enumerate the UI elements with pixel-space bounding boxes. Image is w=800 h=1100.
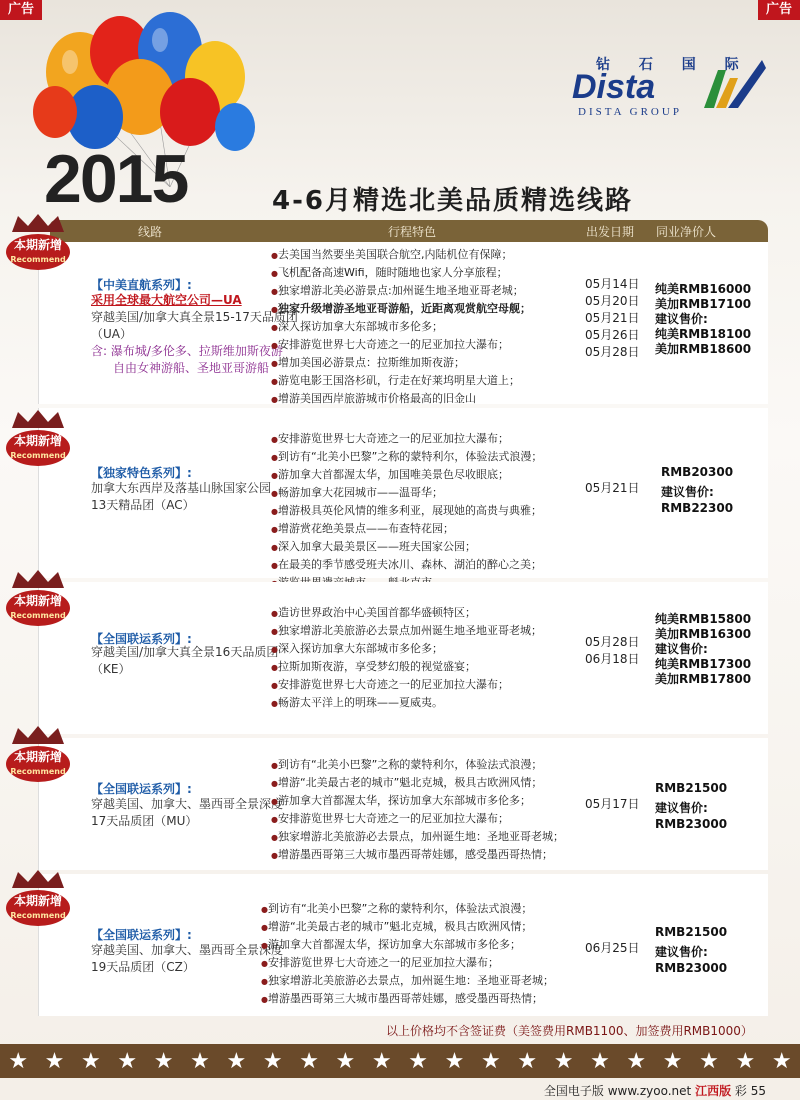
feature-item: ● 在最美的季节感受班夫冰川、森林、湖泊的醉心之美； [271,556,542,574]
footer-site: 全国电子版 www.zyoo.net [543,1084,692,1098]
star-icon: ★ [226,1048,247,1074]
route-description: 穿越美国、加拿大、墨西哥全景深度 17天品质团（MU） [91,797,284,828]
star-icon: ★ [480,1048,501,1074]
feature-item: ● 游览电影王国洛杉矶，行走在好莱坞明星大道上； [271,372,531,390]
series-label: 【全国联运系列】: [91,632,192,646]
feature-list [271,246,531,426]
feature-item: ● 拉斯加斯夜游，享受梦幻般的视觉盛宴； [271,658,542,676]
star-icon: ★ [771,1048,792,1074]
logo-arrow-icon [704,60,770,110]
price-block: RMB21500 建议售价: RMB23000 [655,781,728,831]
price-block: RMB20300 建议售价: RMB22300 [661,465,734,515]
route-description: 采用全球最大航空公司—UA 穿越美国/加拿大真全景15-17天品质团 （UA） 含: 瀑布城/多伦多、拉斯维加斯夜游 自由女神游船、圣地亚哥游船 [91,293,298,375]
logo-subtitle: DISTA GROUP [578,106,682,118]
new-recommend-badge [4,212,72,276]
feature-item: ● 到访有“北美小巴黎”之称的蒙特利尔，体验法式浪漫； [271,756,564,774]
feature-item: ● 游加拿大首都渥太华，加国唯美景色尽收眼底； [271,466,542,484]
series-label: 【全国联运系列】: [91,782,192,796]
col-route: 线路 [138,225,163,239]
star-icon: ★ [335,1048,356,1074]
feature-list [271,756,564,864]
feature-item: ● 安排游览世界七大奇迹之一的尼亚加拉大瀑布； [271,430,542,448]
svg-text:Recommend: Recommend [10,611,66,620]
departure-dates: 05月14日 05月20日 05月21日 05月26日 05月28日 [585,277,640,359]
col-price: 同业净价人 [656,225,717,239]
logo-chinese: 钻 石 国 际 [596,57,751,73]
feature-item: ● 畅游太平洋上的明珠——夏威夷。 [271,694,542,712]
svg-text:Recommend: Recommend [10,767,66,776]
feature-item: ● 游加拿大首都渥太华，探访加拿大东部城市多伦多； [261,936,554,954]
price-block: 纯美RMB15800 美加RMB16300 建议售价: 纯美RMB17300 美加RMB17800 [655,612,752,686]
feature-item: ● 安排游览世界七大奇迹之一的尼亚加拉大瀑布； [271,810,564,828]
new-recommend-badge [4,408,72,472]
feature-item: ● 增游美国西岸旅游城市价格最高的旧金山 [271,390,531,408]
feature-list [261,900,554,1008]
feature-item: ● 深入探访加拿大东部城市多伦多； [271,640,542,658]
col-date: 出发日期 [586,225,635,239]
departure-dates: 05月21日 [585,481,640,495]
feature-item: ● 增游墨西哥第三大城市墨西哥蒂娃娜，感受墨西哥热情； [261,990,554,1008]
departure-dates: 05月28日 06月18日 [585,635,640,666]
feature-item: ● 深入探访加拿大东部城市多伦多； [271,318,531,336]
visa-fee-note: 以上价格均不含签证费（美签费用RMB1100、加签费用RMB1000） [386,1024,753,1038]
feature-item: ● 独家增游北美旅游必去景点，加州诞生地：圣地亚哥老城； [261,972,554,990]
price-block: RMB21500 建议售价: RMB23000 [655,925,728,975]
series-label: 【全国联运系列】: [91,928,192,942]
star-icon: ★ [262,1048,283,1074]
feature-item: ● 深入加拿大最美景区——班夫国家公园； [271,538,542,556]
star-icon: ★ [371,1048,392,1074]
departure-dates: 06月25日 [585,941,640,955]
table-header [50,220,768,242]
feature-item: ● 安排游览世界七大奇迹之一的尼亚加拉大瀑布； [261,954,554,972]
feature-item: ● 安排游览世界七大奇迹之一的尼亚加拉大瀑布； [271,336,531,354]
route-section-mu [38,738,768,870]
svg-text:本期新增: 本期新增 [13,594,63,608]
feature-item: ● 独家增游北美旅游必去景点，加州诞生地：圣地亚哥老城； [271,828,564,846]
footer-edition: 江西版 [695,1084,732,1098]
feature-item: ● 增游墨西哥第三大城市墨西哥蒂娃娜，感受墨西哥热情； [271,846,564,864]
feature-item: ● 独家增游北美旅游必去景点加州诞生地圣地亚哥老城； [271,622,542,640]
feature-list [271,604,542,712]
star-icon: ★ [590,1048,610,1074]
star-icon: ★ [8,1048,29,1074]
feature-item: ● 独家升级增游圣地亚哥游船，近距离观赏航空母舰； [271,300,531,318]
footer-page-number: 彩 55 [734,1084,766,1098]
route-section-ke [38,582,768,734]
star-icon: ★ [117,1048,138,1074]
svg-text:本期新增: 本期新增 [13,238,63,252]
feature-item: ● 飞机配备高速Wifi，随时随地也家人分享旅程； [271,264,531,282]
star-icon: ★ [81,1048,101,1074]
route-section-ac [38,408,768,578]
ad-label-left: 广告 [0,0,42,20]
feature-item: ● 去美国当然要坐美国联合航空,内陆机位有保障； [271,246,531,264]
star-icon: ★ [735,1048,756,1074]
route-description: 穿越美国/加拿大真全景16天品质团 （KE） [91,645,279,676]
route-description: 穿越美国、加拿大、墨西哥全景深度 19天品质团（CZ） [91,943,284,974]
series-label: 【中美直航系列】: [91,278,192,292]
svg-text:本期新增: 本期新增 [13,434,63,448]
star-icon: ★ [699,1048,719,1074]
star-icon: ★ [517,1048,538,1074]
route-description: 加拿大东西岸及落基山脉国家公园 13天精品团（AC） [91,481,272,512]
new-recommend-badge [4,724,72,788]
svg-text:Recommend: Recommend [10,911,66,920]
svg-text:本期新增: 本期新增 [13,894,63,908]
feature-item: ● 到访有“北美小巴黎”之称的蒙特利尔，体验法式浪漫； [271,448,542,466]
col-features: 行程特色 [388,225,437,239]
departure-dates: 05月17日 [585,797,640,811]
star-icon: ★ [444,1048,465,1074]
new-recommend-badge [4,568,72,632]
feature-item: ● 增游极具英伦风情的维多利亚，展现她的高贵与典雅； [271,502,542,520]
feature-item: ● 增游“北美最古老的城市”魁北克城，极具古欧洲风情； [261,918,554,936]
logo-wordmark: Dista [572,68,656,106]
feature-item: ● 造访世界政治中心美国首都华盛顿特区； [271,604,542,622]
title-year: 2015 [44,141,188,217]
page-title: 4-6月精选北美品质精选线路 [272,186,633,216]
dista-logo [572,50,777,124]
star-icon: ★ [299,1048,319,1074]
star-icon: ★ [662,1048,683,1074]
star-icon: ★ [153,1048,174,1074]
feature-item: ● 增加美国必游景点：拉斯维加斯夜游； [271,354,531,372]
svg-text:Recommend: Recommend [10,451,66,460]
svg-text:本期新增: 本期新增 [13,750,63,764]
svg-text:Recommend: Recommend [10,255,66,264]
feature-item: ● 增游赏花绝美景点——布查特花园； [271,520,542,538]
feature-list [271,430,542,592]
series-label: 【独家特色系列】: [91,466,192,480]
star-icon: ★ [190,1048,210,1074]
route-section-ua [38,242,768,404]
feature-item: ● 游加拿大首都渥太华，探访加拿大东部城市多伦多； [271,792,564,810]
feature-item: ● 畅游加拿大花园城市——温哥华； [271,484,542,502]
feature-item: ● 到访有“北美小巴黎”之称的蒙特利尔，体验法式浪漫； [261,900,554,918]
new-recommend-badge [4,868,72,932]
price-block: 纯美RMB16000 美加RMB17100 建议售价: 纯美RMB18100 美加RMB18600 [655,282,752,356]
star-band [0,1044,800,1078]
page-footer [544,1082,766,1099]
star-icon: ★ [553,1048,574,1074]
ad-label-right: 广告 [758,0,800,20]
route-section-cz [38,874,768,1016]
star-icon: ★ [408,1048,428,1074]
star-icon: ★ [44,1048,65,1074]
feature-item: ● 安排游览世界七大奇迹之一的尼亚加拉大瀑布； [271,676,542,694]
feature-item: ● 增游“北美最古老的城市”魁北克城，极具古欧洲风情； [271,774,564,792]
star-icon: ★ [626,1048,647,1074]
feature-item: ● 独家增游北美必游景点:加州诞生地圣地亚哥老城； [271,282,531,300]
